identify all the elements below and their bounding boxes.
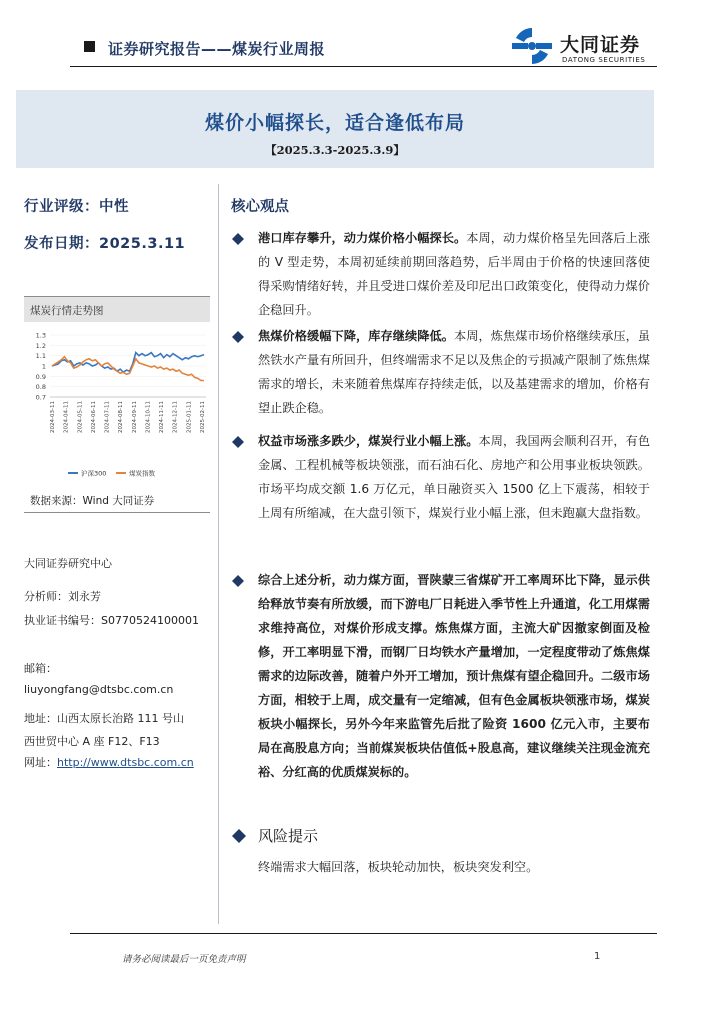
diamond-bullet-icon <box>232 575 244 587</box>
diamond-bullet-icon <box>232 436 244 448</box>
email-address[interactable]: liuyongfang@dtsbc.com.cn <box>24 683 174 696</box>
core-point-1-text: 本周，动力煤价格呈先回落后上涨的 V 型走势，本周初延续前期回落趋势，后半周由于价格的快速回落使得采购情绪好转，并且受进口煤价差及印尼出口政策变化，使得动力煤价企稳回升。 <box>258 231 651 317</box>
data-source-divider <box>24 512 210 513</box>
address-line-1: 地址：山西太原长治路 111 号山 <box>24 712 184 725</box>
core-point-3-text: 本周，我国两会顺利召开，有色金属、工程机械等板块领涨，而石油石化、房地产和公用事业板块领跌。市场平均成交额 1.6 万亿元，单日融资买入 1500 亿上下震荡，相较于上周有所缩减，在大盘引领下，煤炭行业小幅上涨，但未跑赢大盘指数。 <box>258 434 651 520</box>
logo-english-name: DATONG SECURITIES <box>562 56 646 64</box>
risk-title: 风险提示 <box>258 827 319 845</box>
research-center: 大同证券研究中心 <box>24 557 112 570</box>
chart-xtick-label: 2024-08-11 <box>118 401 125 433</box>
core-point-1 <box>258 226 650 322</box>
logo-chinese-name: 大同证券 <box>560 34 641 56</box>
report-date-range: 【2025.3.3-2025.3.9】 <box>265 143 405 157</box>
chart-xtick-label: 2024-10-11 <box>145 401 152 433</box>
publish-date: 发布日期：2025.3.11 <box>24 236 186 252</box>
risk-text: 终端需求大幅回落，板块轮动加快，板块突发利空。 <box>258 860 539 874</box>
chart-xtick-label: 2024-04-11 <box>63 401 70 433</box>
chart-ytick-label: 1.3 <box>35 331 46 340</box>
report-headline: 煤价小幅探长，适合逢低布局 <box>204 112 465 134</box>
diamond-bullet-icon <box>232 331 244 343</box>
diamond-bullet-icon <box>232 233 244 245</box>
analyst-name: 分析师：刘永芳 <box>24 590 101 603</box>
diamond-bullet-icon <box>232 829 246 843</box>
website-link[interactable]: http://www.dtsbc.com.cn <box>57 756 194 769</box>
header-divider <box>70 66 657 67</box>
header-square-marker <box>84 41 95 52</box>
datong-logo-icon <box>510 26 554 66</box>
chart-ytick-label: 1.2 <box>35 341 46 350</box>
chart-legend-label: 沪深300 <box>81 469 107 478</box>
chart-legend-label: 煤炭指数 <box>129 469 155 478</box>
footer-disclaimer: 请务必阅读最后一页免责声明 <box>122 954 246 965</box>
page-number: 1 <box>594 951 601 962</box>
chart-xtick-label: 2024-12-11 <box>172 401 179 433</box>
chart-xtick-label: 2024-03-11 <box>50 401 56 433</box>
chart-ytick-label: 1 <box>41 362 46 371</box>
chart-series-line-2 <box>52 357 204 381</box>
chart-xtick-label: 2024-07-11 <box>104 401 111 433</box>
address-line-2: 西世贸中心 A 座 F12、F13 <box>24 735 160 748</box>
report-type-title: 证券研究报告——煤炭行业周报 <box>108 40 326 58</box>
data-source: 数据来源：Wind 大同证券 <box>30 495 155 507</box>
core-views-title: 核心观点 <box>231 199 289 215</box>
core-point-2-text: 本周，炼焦煤市场价格继续承压，虽然铁水产量有所回升，但终端需求不足以及焦企的亏损减产限制了炼焦煤需求的增长，未来随着焦煤库存持续走低，以及基建需求的增加，价格有望止跌企稳。 <box>258 329 651 415</box>
chart-title: 煤炭行情走势图 <box>30 305 104 317</box>
website-label: 网址： <box>24 756 57 769</box>
core-point-1-heading: 港口库存攀升，动力煤价格小幅探长。 <box>258 231 467 245</box>
company-logo <box>510 26 660 66</box>
title-banner <box>16 90 654 168</box>
coal-trend-chart <box>24 296 210 490</box>
chart-xtick-label: 2024-06-11 <box>90 401 97 433</box>
column-divider <box>218 184 219 924</box>
footer-divider <box>70 933 657 934</box>
chart-ytick-label: 0.8 <box>35 383 46 392</box>
core-point-3 <box>258 429 650 525</box>
email-label: 邮箱： <box>24 662 57 675</box>
license-number: 执业证书编号：S0770524100001 <box>24 614 199 627</box>
core-point-2 <box>258 324 650 420</box>
chart-xtick-label: 2024-05-11 <box>77 401 84 433</box>
chart-xtick-label: 2024-11-11 <box>159 401 166 433</box>
chart-xtick-label: 2025-02-11 <box>200 401 206 433</box>
chart-ytick-label: 0.9 <box>35 372 46 381</box>
core-summary: 综合上述分析，动力煤方面，晋陕蒙三省煤矿开工率周环比下降，显示供给释放节奏有所放缓，而下游电厂日耗进入季节性上升通道，化工用煤需求维持高位，对煤价形成支撑。炼焦煤方面，主流大矿因撤家倒面及检修，开工率明显下滑，而钢厂日均铁水产量增加，一定程度带动了炼焦煤需求的边际改善，随着户外开工增加，预计焦煤有望企稳回升。二级市场方面，相较于上周，成交量有一定缩减，但有色金属板块领涨市场，煤炭板块小幅探长，另外今年来监管先后批了险资 1600 亿元入市，主要布局在高股息方向；当前煤炭板块估值低+股息高，建议继续关注现金流充裕、分红高的优质煤炭标的。 <box>258 573 650 779</box>
chart-ytick-label: 0.7 <box>35 393 46 402</box>
chart-plot-area <box>24 329 210 491</box>
core-point-3-heading: 权益市场涨多跌少，煤炭行业小幅上涨。 <box>258 434 479 448</box>
chart-ytick-label: 1.1 <box>35 352 46 361</box>
industry-rating: 行业评级：中性 <box>24 199 129 215</box>
chart-xtick-label: 2024-09-11 <box>131 401 138 433</box>
website-row <box>24 754 194 770</box>
chart-xtick-label: 2025-01-11 <box>186 401 193 433</box>
core-point-2-heading: 焦煤价格缓幅下降，库存继续降低。 <box>258 329 455 343</box>
